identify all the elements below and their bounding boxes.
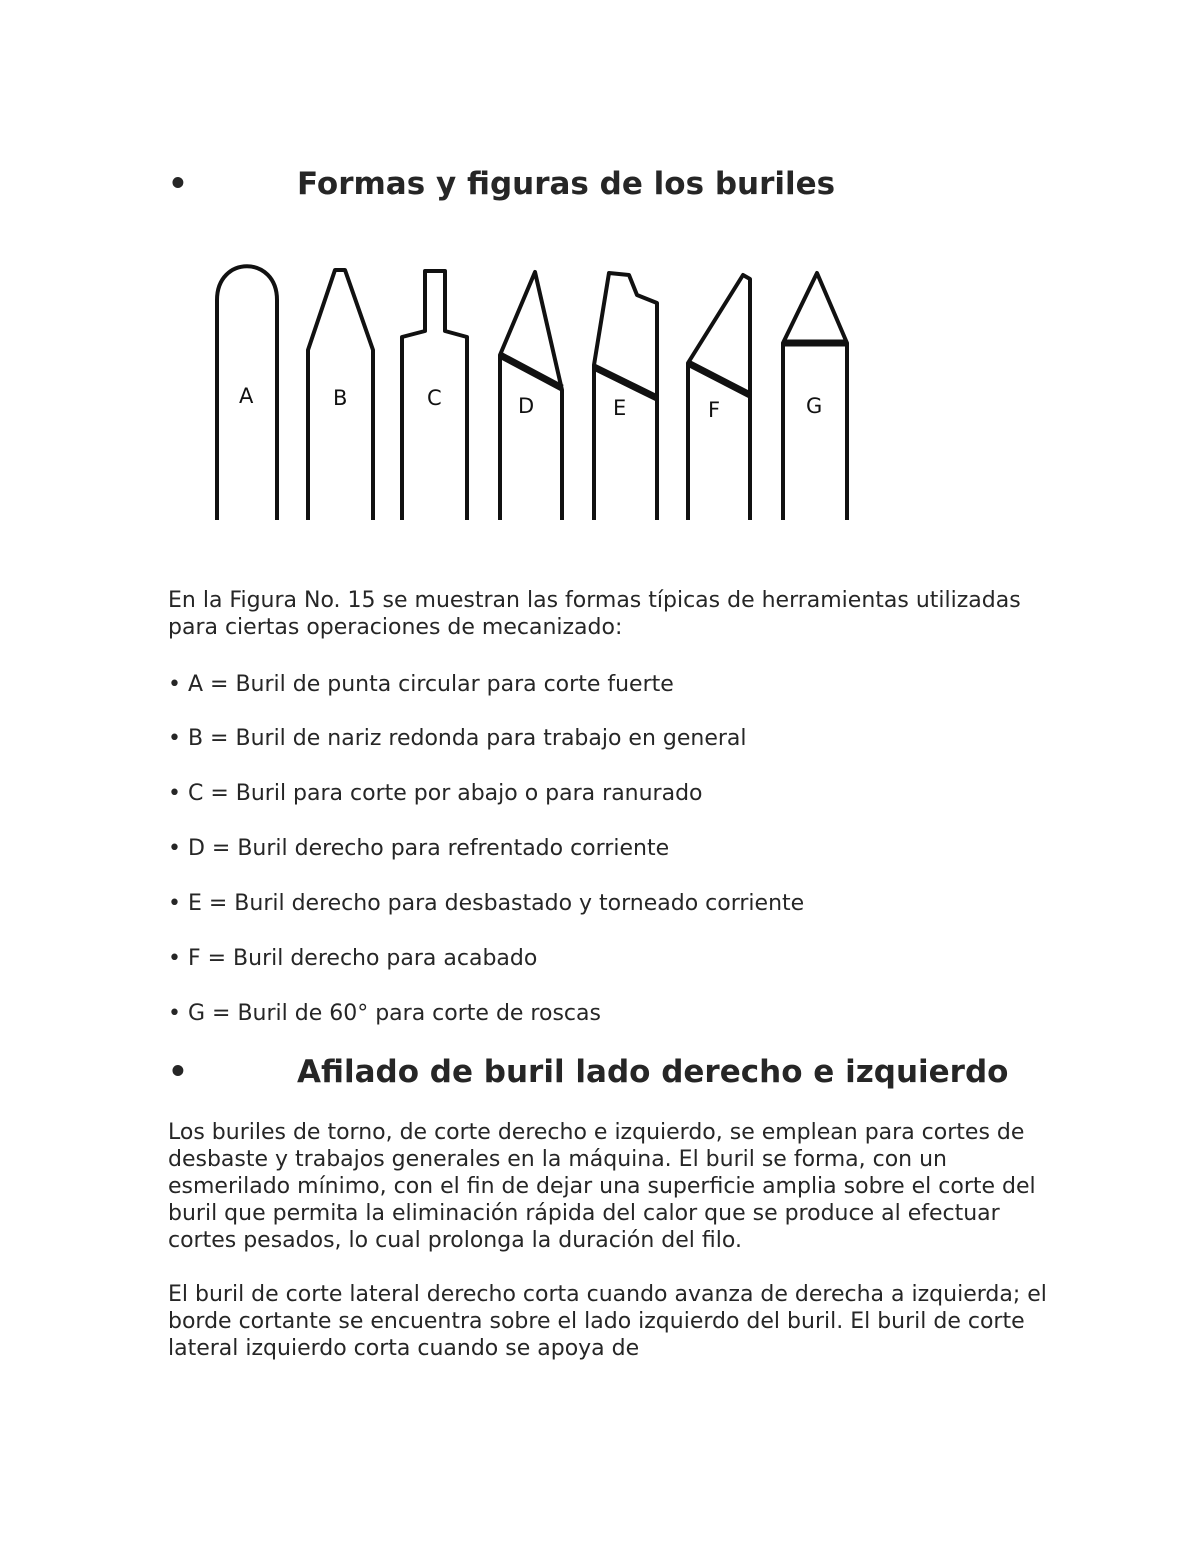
heading-bullet: •: [168, 1054, 188, 1090]
tool-shapes-figure: [205, 255, 865, 530]
section-heading-afilado: [168, 1054, 1068, 1094]
list-item: • E = Buril derecho para desbastado y torneado corriente: [168, 891, 805, 916]
heading-title: Formas y figuras de los buriles: [297, 166, 836, 202]
list-item: • D = Buril derecho para refrentado corriente: [168, 836, 670, 861]
tool-e-edge: [594, 367, 657, 398]
heading-bullet: •: [168, 166, 188, 202]
section-heading-formas: [168, 166, 1068, 206]
tool-label-a: A: [239, 384, 254, 408]
list-item: • A = Buril de punta circular para corte fuerte: [168, 672, 674, 697]
body-paragraph: Los buriles de torno, de corte derecho e izquierdo, se emplean para cortes de desbaste y trabajos generales en la máquina. El buril se forma, con un esmerilado mínimo, con el fin de dejar una superficie amplia sobre el corte del buril que permita la eliminación rápida del calor que se produce al efectuar cortes pesados, lo cual prolonga la duración del filo.: [168, 1120, 1036, 1253]
list-item: • G = Buril de 60° para corte de roscas: [168, 1001, 601, 1026]
list-item: • F = Buril derecho para acabado: [168, 946, 538, 971]
tool-label-b: B: [333, 386, 348, 410]
tool-label-f: F: [708, 398, 721, 422]
list-item: • B = Buril de nariz redonda para trabajo en general: [168, 726, 747, 751]
tool-label-d: D: [518, 394, 535, 418]
tool-label-c: C: [427, 386, 442, 410]
body-paragraph: El buril de corte lateral derecho corta cuando avanza de derecha a izquierda; el borde cortante se encuentra sobre el lado izquierdo del buril. El buril de corte lateral izquierdo corta cuando se apoya de: [168, 1282, 1047, 1361]
tool-d-edge: [500, 355, 562, 388]
tool-shapes-drawing: [205, 255, 865, 530]
tool-label-g: G: [806, 394, 823, 418]
heading-title: Afilado de buril lado derecho e izquierdo: [297, 1054, 1009, 1090]
tool-label-e: E: [613, 396, 627, 420]
list-item: • C = Buril para corte por abajo o para ranurado: [168, 781, 703, 806]
intro-paragraph: En la Figura No. 15 se muestran las formas típicas de herramientas utilizadas para ciertas operaciones de mecanizado:: [168, 588, 1021, 640]
tool-f-edge: [688, 363, 750, 395]
